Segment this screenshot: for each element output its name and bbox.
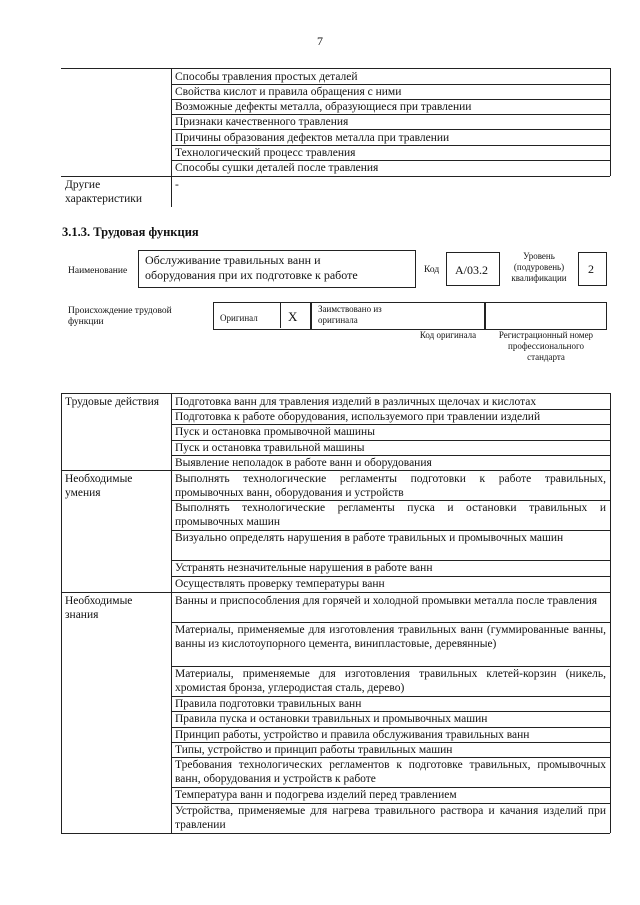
other-value: -: [175, 179, 179, 191]
original-label: Оригинал: [220, 313, 258, 323]
code-value: А/03.2: [455, 263, 488, 277]
level-label: Уровень (подуровень) квалификации: [511, 251, 567, 283]
code-label: Код: [424, 265, 440, 275]
name-value: Обслуживание травильных ванн и оборудования при их подготовке к работе: [145, 253, 358, 282]
level-value: 2: [588, 262, 594, 276]
origin-label: Происхождение трудовой функции: [68, 306, 172, 327]
page-number: 7: [317, 34, 323, 48]
name-label: Наименование: [68, 266, 128, 276]
other-label: Другие характеристики: [65, 179, 143, 205]
borrowed-label: Заимствовано из оригинала: [318, 304, 382, 325]
original-mark: X: [288, 309, 298, 324]
reg-number-label: Регистрационный номер профессионального стандарта: [498, 330, 594, 362]
code-original-label: Код оригинала: [419, 330, 477, 340]
section-title: 3.1.3. Трудовая функция: [62, 225, 199, 239]
